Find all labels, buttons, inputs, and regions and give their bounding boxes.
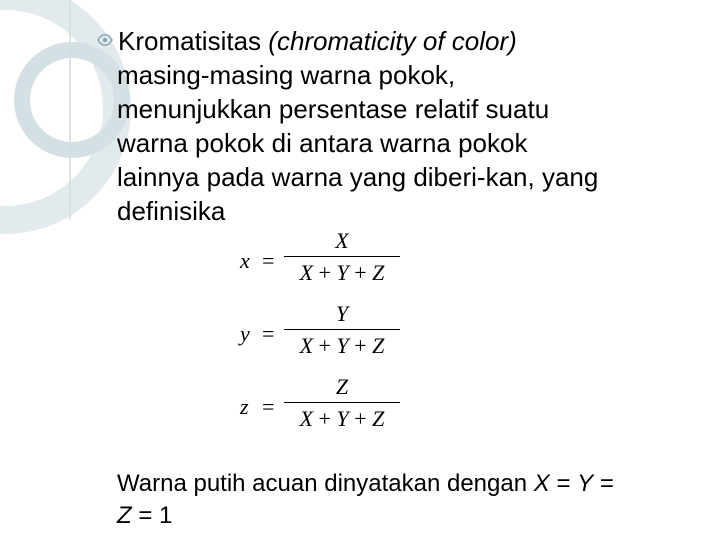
- fraction-bar: [284, 329, 400, 330]
- formula-denominator: X + Y + Z: [299, 333, 385, 358]
- formula-lhs: z: [240, 394, 249, 419]
- formula-numerator: X: [335, 228, 349, 253]
- note-line-2: Z = 1: [117, 502, 173, 529]
- formula-denominator: X + Y + Z: [299, 260, 385, 285]
- bullet-line-5: definisika: [117, 196, 226, 226]
- formula-y: [240, 301, 420, 357]
- bullet-line-4: lainnya pada warna yang diberi-kan, yang: [117, 162, 599, 192]
- formula-x: [240, 228, 420, 284]
- bullet-first-line: [96, 24, 711, 58]
- formula-equals: =: [262, 321, 275, 346]
- bullet-line-3: warna pokok di antara warna pokok: [117, 128, 528, 158]
- formula-lhs: y: [240, 321, 250, 346]
- reference-white-note: [117, 468, 712, 532]
- note-line-1: Warna putih acuan dinyatakan dengan X = Y =: [117, 470, 614, 497]
- bullet-line-1: masing-masing warna pokok,: [117, 60, 456, 90]
- formula-equals: =: [262, 248, 275, 273]
- bullet-line-2: menunjukkan persentase relatif suatu: [117, 94, 550, 124]
- bullet-paragraph: [96, 24, 711, 228]
- ornament-bullet-icon: [96, 29, 114, 51]
- formula-denominator: X + Y + Z: [299, 406, 385, 431]
- formula-equals: =: [262, 394, 275, 419]
- formula-lhs: x: [240, 248, 250, 273]
- term-label: Kromatisitas: [118, 26, 262, 56]
- fraction-bar: [284, 256, 400, 257]
- formula-numerator: Y: [335, 301, 349, 326]
- fraction-bar: [284, 402, 400, 403]
- formula-numerator: Z: [335, 374, 349, 399]
- term-english: (chromaticity of color): [268, 26, 517, 56]
- formula-z: [240, 374, 420, 430]
